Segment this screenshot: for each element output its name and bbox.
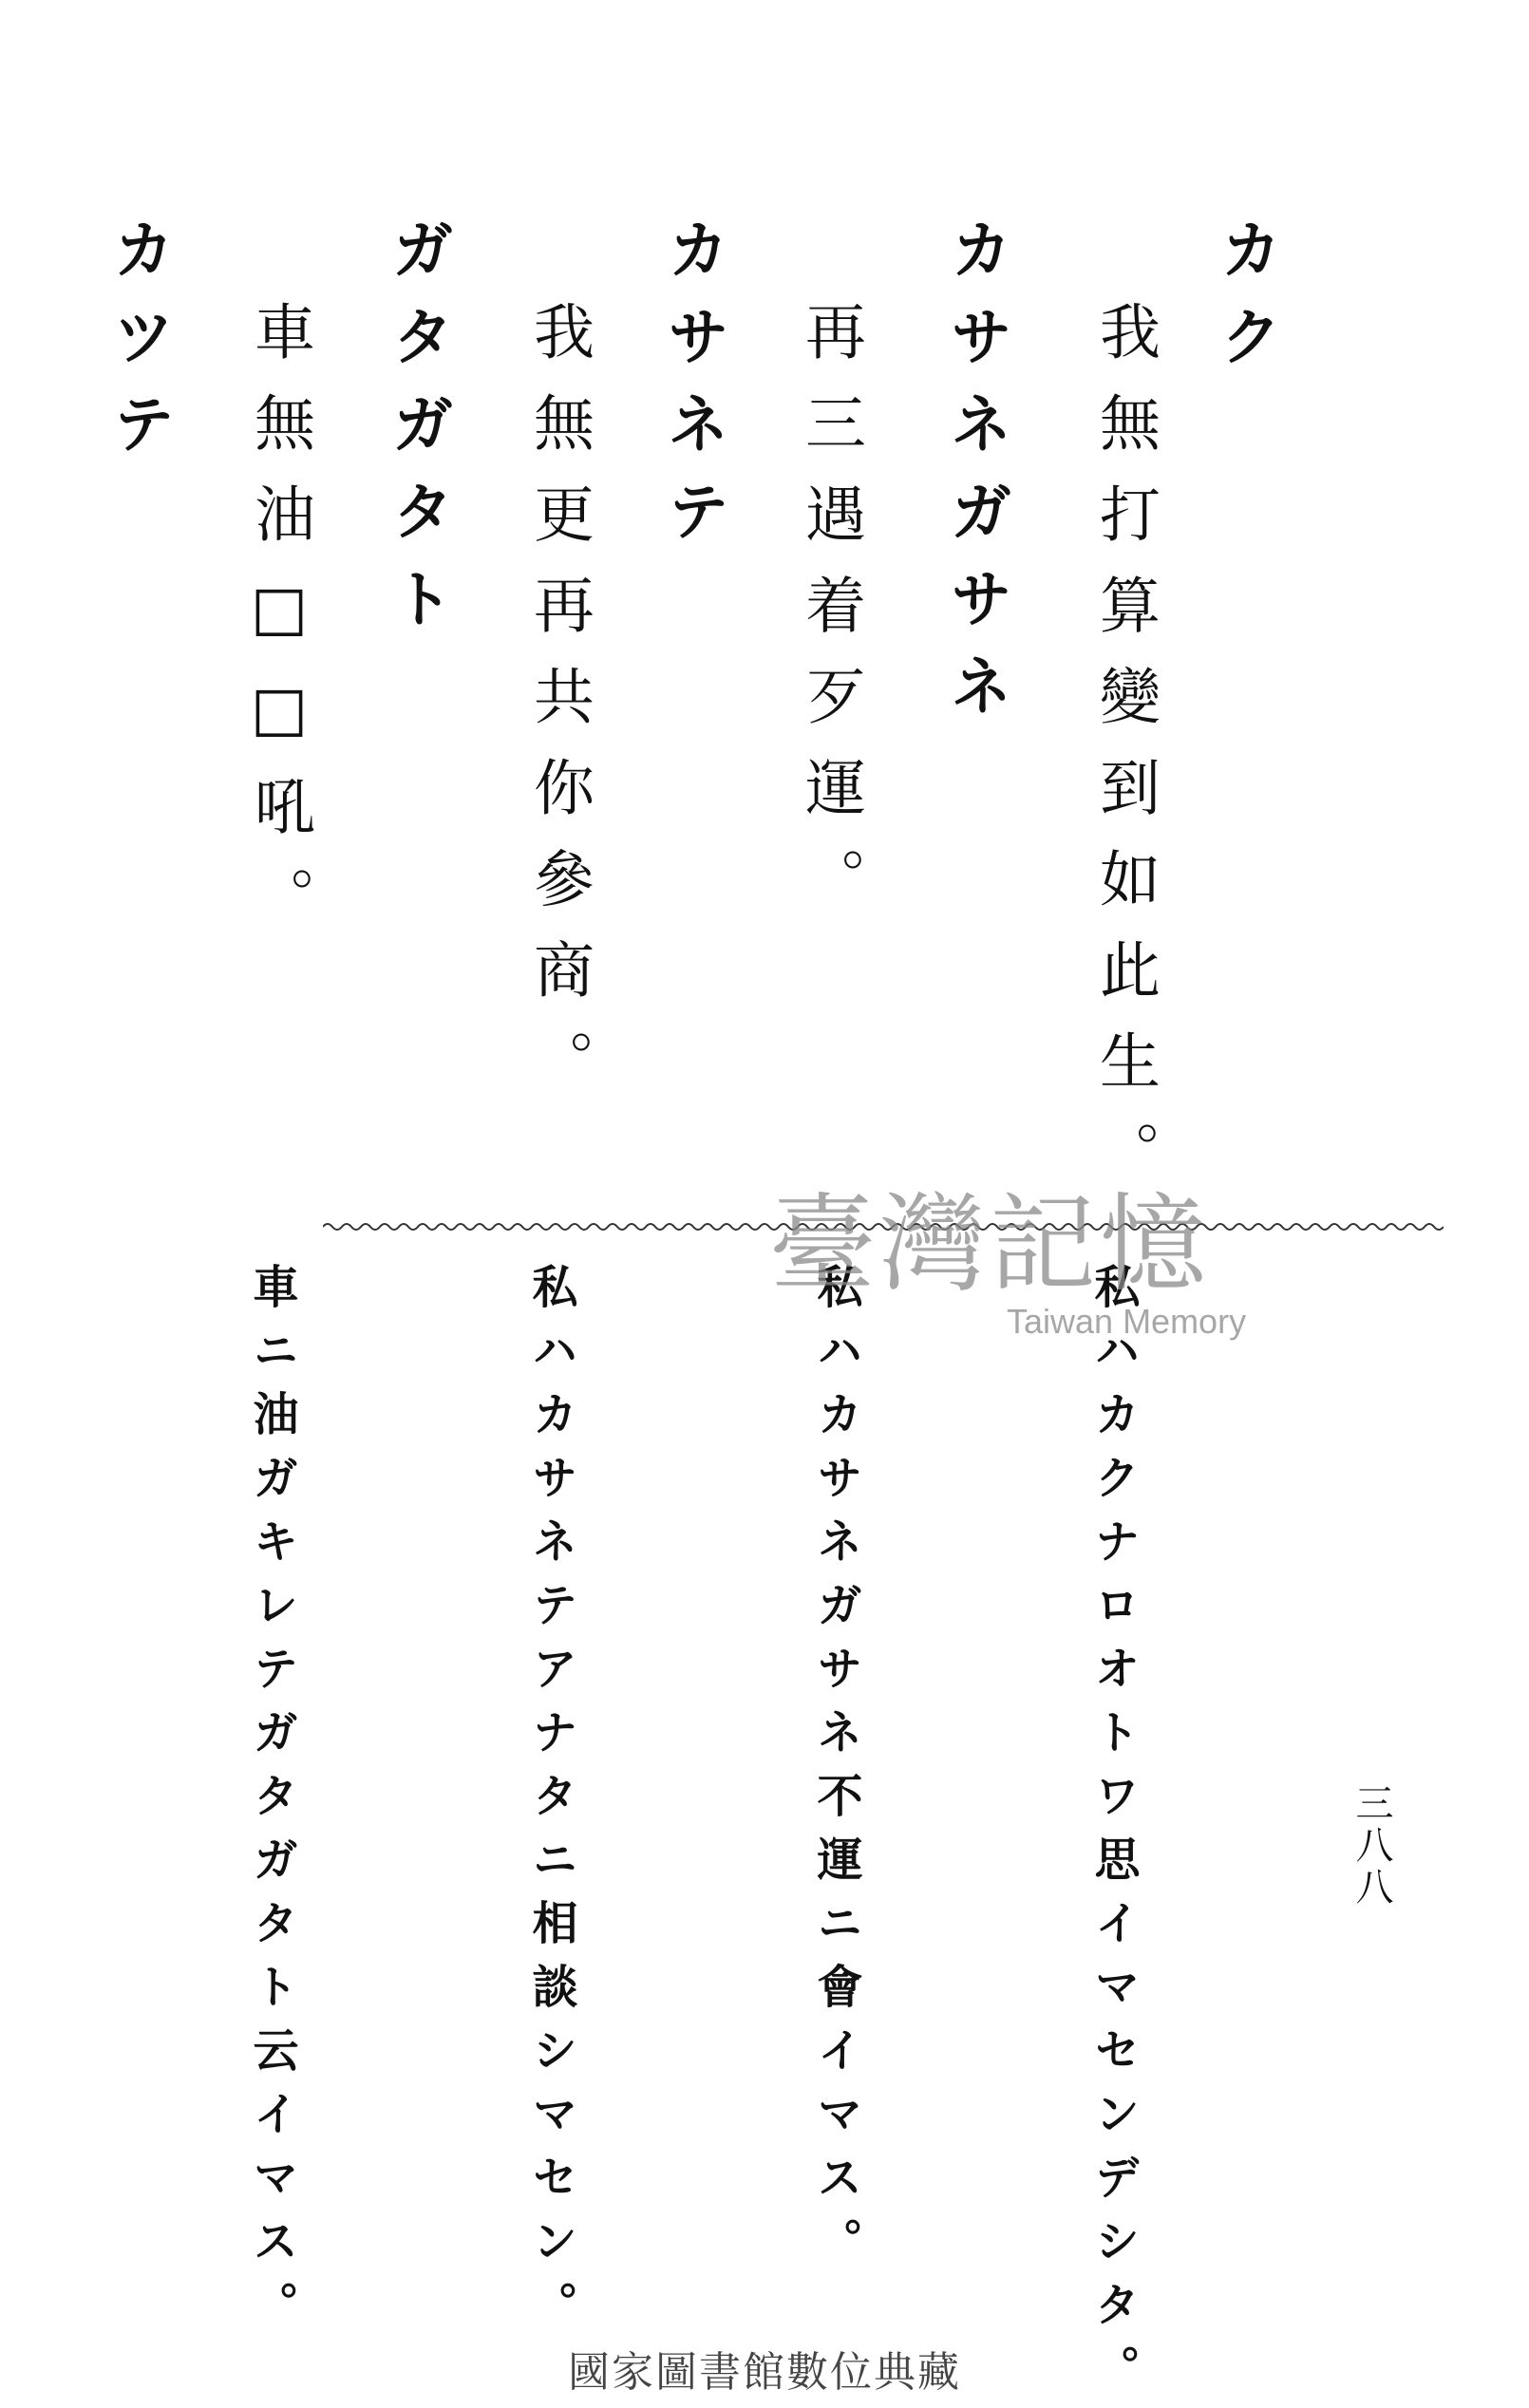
entry-kaku-heading: カク xyxy=(1209,216,1282,391)
page-number: 三八八 xyxy=(1350,1783,1393,1909)
entry-gatagatato-example: 車無油□□吼。 xyxy=(244,300,314,957)
entry-kaku-example: 我無打算變到如此生。 xyxy=(1089,300,1160,1212)
translation-1: 私ハカクナロオトワ思イマセンデシタ。 xyxy=(1086,1263,1140,2408)
wavy-divider xyxy=(323,1219,1444,1234)
translation-4: 車ニ油ガキレテガタガタト云イマス。 xyxy=(245,1263,298,2344)
watermark-subtitle: Taiwan Memory xyxy=(1007,1302,1247,1341)
translation-2: 私ハカサネガサネ不運ニ會イマス。 xyxy=(809,1263,862,2281)
entry-kasanegasane-heading: カサネガサネ xyxy=(939,216,1012,741)
footer-collection-credit: 國家圖書館數位典藏 xyxy=(568,2348,961,2397)
entry-katsute-heading: カツテ xyxy=(102,216,175,479)
watermark-title: 臺灣記憶 xyxy=(769,1183,1210,1307)
entry-kasanegasane-example: 再三遇着歹運。 xyxy=(795,300,865,938)
entry-kasanete-example: 我無更再共你參商。 xyxy=(523,300,594,1120)
entry-gatagatato-heading: ガタガタト xyxy=(381,216,454,653)
entry-kasanete-heading: カサネテ xyxy=(656,216,729,566)
translation-3: 私ハカサネテアナタニ相談シマセン。 xyxy=(524,1263,577,2344)
